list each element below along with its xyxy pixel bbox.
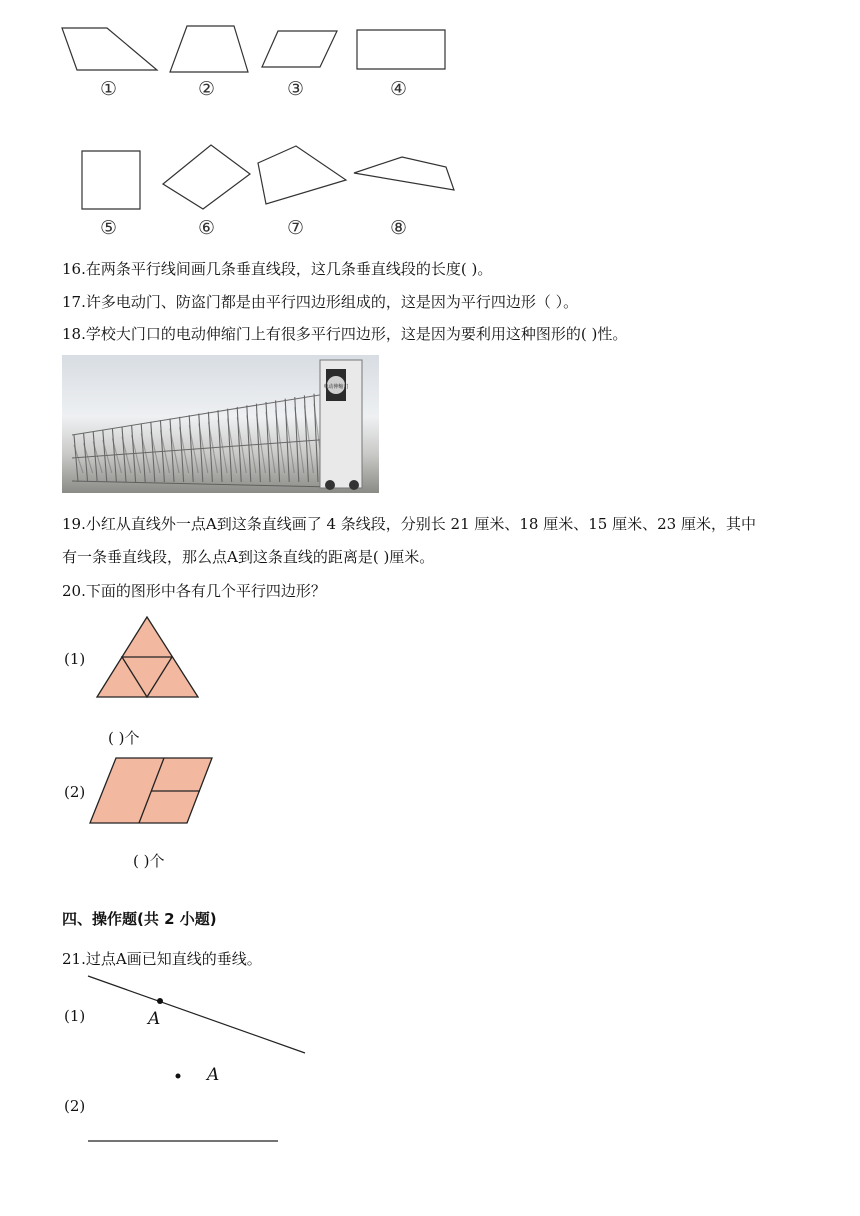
shape-label-6: ⑥ — [198, 217, 216, 239]
shape-label-5: ⑤ — [100, 217, 118, 239]
q20-part2-label: (2) — [64, 783, 86, 801]
q21-point-2 — [172, 1070, 184, 1082]
q21-part1-label: (1) — [64, 1007, 86, 1025]
gate-sign-text: 电动伸缩门 — [323, 384, 349, 390]
shape-5-square — [82, 151, 140, 209]
shape-7-quadrilateral — [258, 146, 346, 204]
q21-part2-label: (2) — [64, 1097, 86, 1115]
shape-label-8: ⑧ — [390, 217, 408, 239]
retractable-gate-photo — [62, 355, 379, 493]
question-16: 16.在两条平行线间画几条垂直线段，这几条垂直线段的长度( )。 — [62, 260, 493, 278]
q20-part1-answer: ( )个 — [108, 729, 140, 747]
shape-label-4: ④ — [390, 78, 408, 100]
question-19-line2: 有一条垂直线段，那么点A到这条直线的距离是( )厘米。 — [62, 548, 435, 566]
question-18: 18.学校大门口的电动伸缩门上有很多平行四边形，这是因为要利用这种图形的( )性。 — [62, 325, 628, 343]
shape-label-2: ② — [198, 78, 216, 100]
point-a-label-1: A — [148, 1009, 161, 1029]
q21-figure-1 — [80, 970, 320, 1060]
question-20: 20.下面的图形中各有几个平行四边形？ — [62, 582, 326, 600]
quadrilateral-figures-row2 — [0, 140, 470, 220]
q21-figure-2-line — [85, 1136, 285, 1146]
question-17: 17.许多电动门、防盗门都是由平行四边形组成的，这是因为平行四边形（ ）。 — [62, 293, 579, 311]
question-21: 21.过点A画已知直线的垂线。 — [62, 950, 262, 968]
shape-label-7: ⑦ — [287, 217, 305, 239]
triangle-figure — [90, 612, 210, 702]
question-19-line1: 19.小红从直线外一点A到这条直线画了 4 条线段，分别长 21 厘米、18 厘米、15 厘米、23 厘米，其中 — [62, 515, 756, 533]
shape-2-trapezoid — [170, 26, 248, 72]
shape-4-rectangle — [357, 30, 445, 69]
q20-part1-label: (1) — [64, 650, 86, 668]
shape-label-1: ① — [100, 78, 118, 100]
shape-1-trapezoid — [62, 28, 157, 70]
shape-6-rhombus — [163, 145, 250, 209]
section-4-title: 四、操作题(共 2 小题) — [62, 910, 217, 928]
parallelogram-figure — [88, 756, 218, 826]
q20-part2-answer: ( )个 — [133, 852, 165, 870]
shape-8-quadrilateral — [354, 157, 454, 190]
shape-3-parallelogram — [262, 31, 337, 67]
point-a-label-2: A — [207, 1065, 220, 1085]
quadrilateral-figures-row1 — [0, 0, 460, 80]
shape-label-3: ③ — [287, 78, 305, 100]
